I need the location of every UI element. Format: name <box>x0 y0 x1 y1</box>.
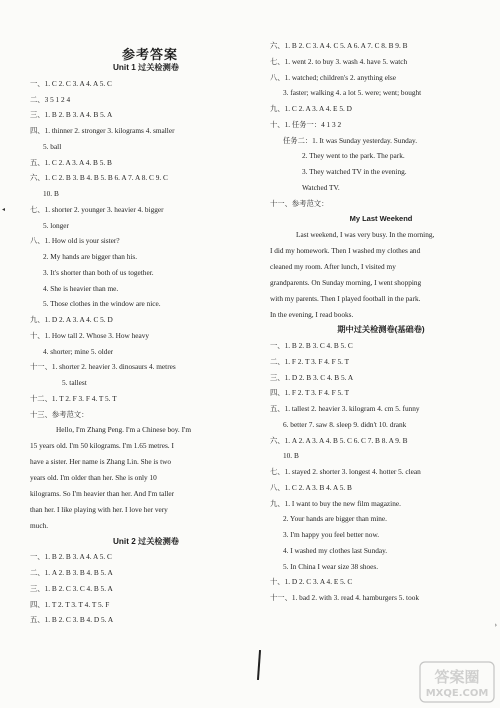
answer-line: 一、1. B 2. B 3. C 4. B 5. C <box>270 341 353 351</box>
essay-line: In the evening, I read books. <box>270 309 354 319</box>
answer-line: 二、1. F 2. T 3. F 4. F 5. T <box>270 356 350 366</box>
answer-line: 十一、1. shorter 2. heavier 3. dinosaurs 4. metres <box>30 362 176 372</box>
answer-line: 3. I'm happy you feel better now. <box>283 530 380 540</box>
answer-line: 九、1. D 2. A 3. A 4. C 5. D <box>30 315 113 324</box>
essay-line: years old. I'm older than her. She is only 10 <box>30 472 157 482</box>
answer-line: 十一、1. bad 2. with 3. read 4. hamburgers 5. took <box>270 593 420 603</box>
answer-line: 2. My hands are bigger than his. <box>43 252 138 261</box>
answer-line: 六、1. A 2. A 3. A 4. B 5. C 6. C 7. B 8. A 9. B <box>270 435 408 445</box>
answer-line: 任务二：1. It was Sunday yesterday. Sunday. <box>283 135 418 145</box>
edge-mark-right: › <box>494 621 497 629</box>
answer-line: 十、1. 任务一：4 1 3 2 <box>270 119 342 129</box>
section-title: Unit 1 过关检测卷 <box>113 63 179 72</box>
answer-line: 一、1. B 2. B 3. A 4. A 5. C <box>30 552 112 562</box>
essay-paragraph <box>30 422 262 533</box>
answer-line: 4. I washed my clothes last Sunday. <box>283 545 388 555</box>
section-title: 期中过关检测卷(基础卷) <box>337 325 425 335</box>
essay-line: much. <box>30 520 49 530</box>
page-title: 参考答案 <box>121 48 178 63</box>
left-column <box>30 60 262 628</box>
essay-line: kilograms. So I'm heavier than her. And I'm taller <box>30 488 175 498</box>
answer-line: 3. faster; walking 4. a lot 5. were; went; bought <box>283 88 422 98</box>
answer-line: 十一、参考范文： <box>270 198 329 208</box>
answer-line: Watched TV. <box>302 182 340 192</box>
answer-line: 5. Those clothes in the window are nice. <box>43 299 161 309</box>
answer-line: 5. longer <box>43 220 69 230</box>
answer-line: 三、1. B 2. C 3. C 4. B 5. A <box>30 583 113 593</box>
answer-line: 六、1. B 2. C 3. A 4. C 5. A 6. A 7. C 8. B 9. B <box>270 41 408 50</box>
answer-line: 八、1. How old is your sister? <box>30 236 120 246</box>
divider-mark <box>257 650 261 680</box>
answer-line: 四、1. F 2. T 3. F 4. F 5. T <box>270 388 350 398</box>
essay-line: cleaned my room. After lunch, I visited my <box>270 261 396 271</box>
answer-line: 4. She is heavier than me. <box>43 283 119 293</box>
watermark-logo-icon <box>418 660 496 704</box>
essay-line: grandparents. On Sunday morning, I went shopping <box>270 277 422 287</box>
answer-line: 2. They went to the park. The park. <box>302 151 405 161</box>
answer-line: 十、1. How tall 2. Whose 3. How heavy <box>30 330 150 340</box>
answer-line: 5. ball <box>43 141 62 151</box>
answer-line: 2. Your hands are bigger than mine. <box>283 514 387 524</box>
answer-line: 三、1. D 2. B 3. C 4. B 5. A <box>270 372 354 382</box>
answer-line: 四、1. T 2. T 3. T 4. T 5. F <box>30 599 110 609</box>
edge-mark-left: ◂ <box>2 207 6 213</box>
answer-line: 四、1. thinner 2. stronger 3. kilograms 4. smaller <box>30 126 175 135</box>
answer-line: 八、1. C 2. A 3. B 4. A 5. B <box>270 482 352 492</box>
essay-line: Hello, I'm Zhang Peng. I'm a Chinese boy. I'm <box>56 425 191 435</box>
answer-line: 七、1. shorter 2. younger 3. heavier 4. bigger <box>30 204 164 214</box>
section-title: Unit 2 过关检测卷 <box>113 536 179 546</box>
answer-line: 十三、参考范文： <box>30 409 89 419</box>
essay-title: My Last Weekend <box>349 214 413 224</box>
answer-line: 三、1. B 2. B 3. A 4. B 5. A <box>30 110 113 120</box>
answer-line: 十、1. D 2. C 3. A 4. E 5. C <box>270 577 353 587</box>
answer-line: 八、1. watched; children's 2. anything else <box>270 72 396 82</box>
answer-line: 3. They watched TV in the evening. <box>302 167 407 176</box>
answer-line: 六、1. C 2. B 3. B 4. B 5. B 6. A 7. A 8. C 9. C <box>30 173 168 183</box>
essay-line: Last weekend, I was very busy. In the morning, <box>296 230 435 239</box>
answer-line: 五、1. B 2. C 3. B 4. D 5. A <box>30 615 114 625</box>
answer-line: 五、1. C 2. A 3. A 4. B 5. B <box>30 157 112 167</box>
right-column <box>270 38 492 606</box>
essay-paragraph <box>270 227 492 322</box>
answer-line: 九、1. C 2. A 3. A 4. E 5. D <box>270 104 352 113</box>
essay-line: I did my homework. Then I washed my clothes and <box>270 245 421 255</box>
svg-text:MXQE.COM: MXQE.COM <box>425 688 489 699</box>
answer-line: 6. better 7. saw 8. sleep 9. didn't 10. drank <box>283 419 407 429</box>
svg-text:答案圈: 答案圈 <box>434 668 480 686</box>
answer-line: 10. B <box>283 451 299 461</box>
answer-line: 二、3 5 1 2 4 <box>30 94 71 104</box>
answer-line: 10. B <box>43 189 59 198</box>
answer-line: 5. tallest <box>62 378 87 387</box>
answer-line: 二、1. A 2. B 3. B 4. B 5. A <box>30 568 113 578</box>
answer-line: 3. It's shorter than both of us together. <box>43 267 154 277</box>
answer-line: 4. shorter; mine 5. older <box>43 346 114 356</box>
answer-line: 五、1. tallest 2. heavier 3. kilogram 4. cm 5. funny <box>270 404 420 414</box>
essay-line: than her. I like playing with her. I love her very <box>30 504 168 514</box>
answer-line: 5. In China I wear size 38 shoes. <box>283 561 379 571</box>
answer-line: 一、1. C 2. C 3. A 4. A 5. C <box>30 78 112 88</box>
essay-line: have a sister. Her name is Zhang Lin. She is two <box>30 457 172 467</box>
answer-line: 十二、1. T 2. F 3. F 4. T 5. T <box>30 393 117 403</box>
answer-line: 九、1. I want to buy the new film magazine. <box>270 498 401 508</box>
answer-line: 七、1. went 2. to buy 3. wash 4. have 5. watch <box>270 56 408 66</box>
essay-line: 15 years old. I'm 50 kilograms. I'm 1.65 metres. I <box>30 441 174 451</box>
essay-line: with my parents. Then I played football in the park. <box>270 293 421 303</box>
answer-line: 七、1. stayed 2. shorter 3. longest 4. hotter 5. clean <box>270 467 421 477</box>
